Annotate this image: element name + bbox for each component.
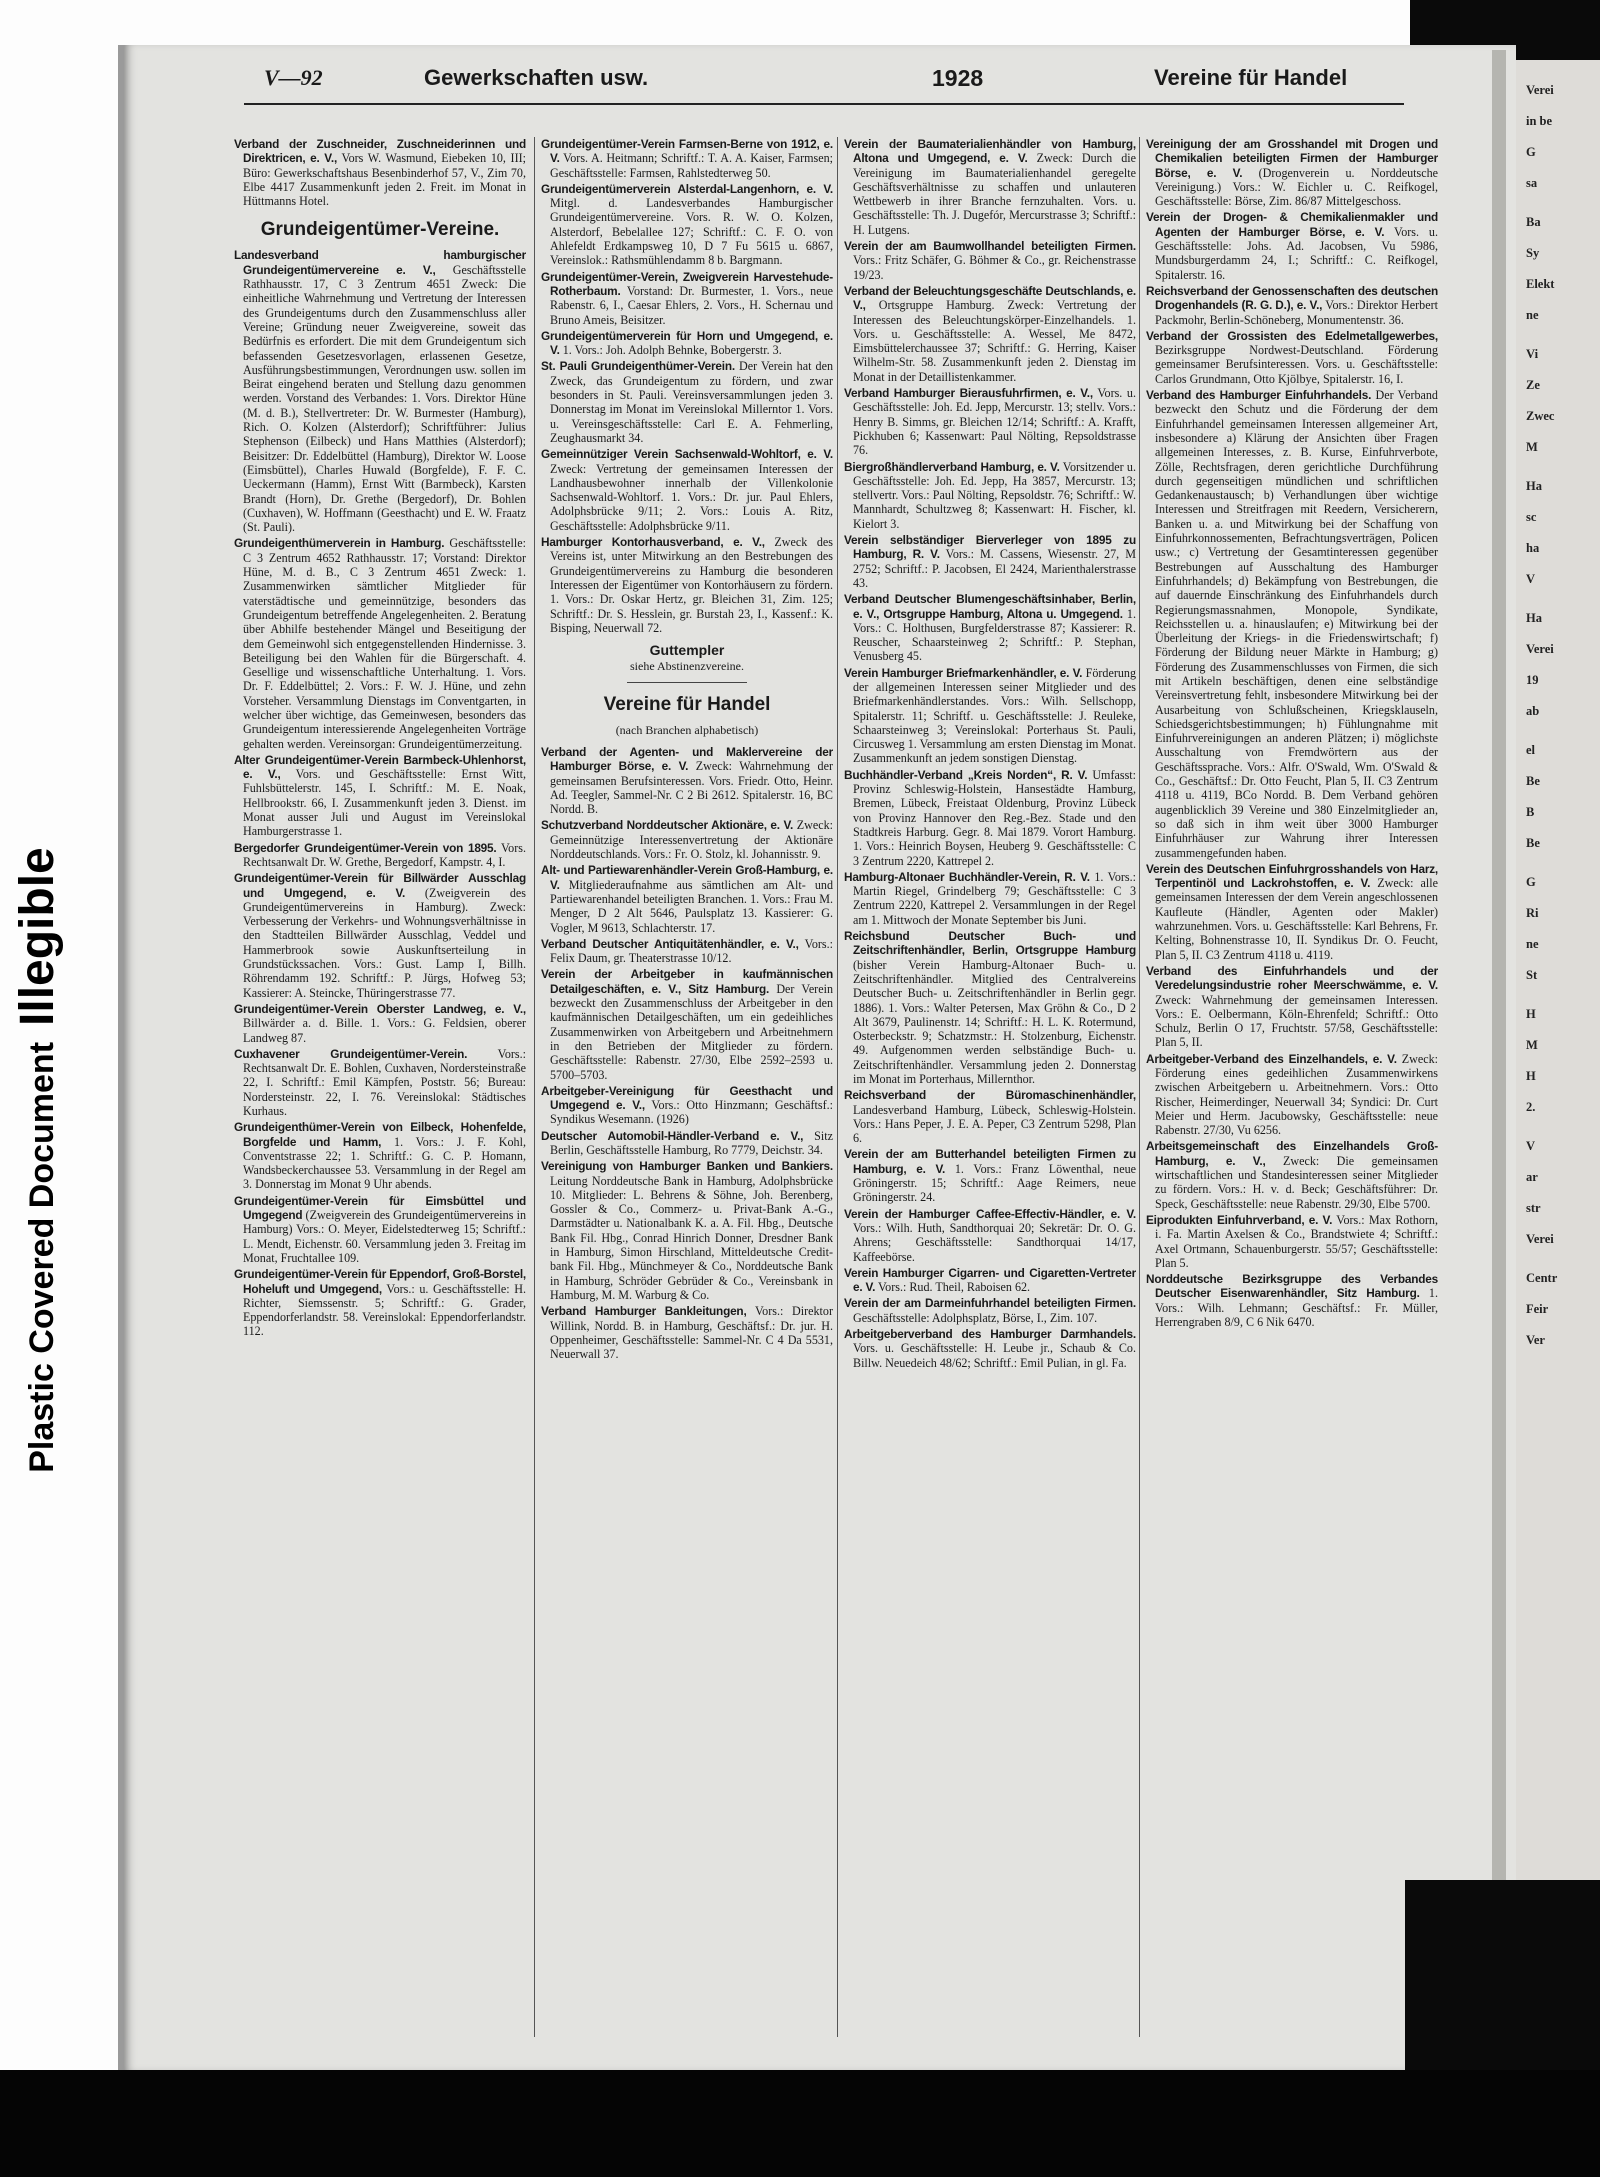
directory-entry: Grundeigenthümerverein in Hamburg. Geschäftsstelle: C 3 Zentrum 4652 Rathhausstr. 17; Vorstand: Direktor Hüne, M. d. B., C 3 Zentrum 4651 Zweck: 1. Zusammenwirken sämtlicher Mitglieder für vaterstädtische und gemeinnützige, besonders das Grundeigentum betreffende Angelegenheiten. 2. Beratung über Abhilfe bestehender Mängel und Beseitigung der dem Gemeinwohl sich entgegenstellenden Hindernisse. 3. Beteiligung bei den Wahlen für die Bürgerschaft. 4. Gesellige und wissenschaftliche Unterhaltung. 1. Vors. Dr. F. Eddelbüttel; 2. Vors.: F. W. J. Hüne, und zehn Vorsteher. Versammlung Dienstags im Conventgarten, in welcher über wichtige, das Gemeinwesen, besonders das Grundeigentum interessierende Angelegenheiten Vorträge gehalten werden. Vereinsorgan: Grundeigentümerzeitung. (234, 536, 526, 751)
directory-entry: Norddeutsche Bezirksgruppe des Verbandes Deutscher Eisenwarenhändler, Sitz Hamburg. 1. Vors.: Wilh. Lehmann; Geschäftsf.: Fr. Müller, Herrengraben 8/9, C 6 Nik 6470. (1146, 1272, 1438, 1330)
directory-entry: Grundeigentümerverein für Horn und Umgegend, e. V. 1. Vors.: Joh. Adolph Behnke, Bobergerstr. 3. (541, 328, 833, 358)
guttempler-note: siehe Abstinenzvereine. (630, 659, 744, 674)
adjacent-page-line: Be (1526, 836, 1540, 850)
directory-entry: Deutscher Automobil-Händler-Verband e. V., Sitz Berlin, Geschäftsstelle Hamburg, Ro 7779, Deichstr. 34. (541, 1128, 833, 1157)
directory-entry: Verband Deutscher Blumengeschäftsinhaber, Berlin, e. V., Ortsgruppe Hamburg, Altona u. Umgegend. 1. Vors.: C. Holthusen, Burgfelderstrasse 87; Kassierer: R. Reuscher, Schaarsteinweg 2; Schriftf.: P. Stephan, Venusberg 45. (844, 592, 1136, 664)
directory-entry: Grundeigentümer-Verein Oberster Landweg, e. V., Billwärder a. d. Bille. 1. Vors.: G. Feldsien, oberer Landweg 87. (234, 1001, 526, 1045)
margin-label-small: Plastic Covered Document (23, 1041, 61, 1473)
column-4 (1146, 137, 1438, 2042)
adjacent-page-fragment (1516, 60, 1600, 1880)
directory-entry: Verein der am Baumwollhandel beteiligten Firmen. Vors.: Fritz Schäfer, G. Böhmer & Co., gr. Reichenstrasse 19/23. (844, 239, 1136, 282)
adjacent-page-line: Ha (1526, 611, 1542, 625)
section-note: (nach Branchen alphabetisch) (615, 722, 759, 737)
adjacent-page-line: G (1526, 875, 1536, 889)
guttempler-heading: Guttempler (649, 642, 725, 659)
directory-entry: Arbeitsgemeinschaft des Einzelhandels Groß-Hamburg, e. V., Zweck: Die gemeinsamen wirtschaftlichen und Standesinteressen seiner Mitglieder zu fördern. Vors.: H. v. d. Beck; Geschäftsführer: Dr. Speck, Geschäftsstelle: neue Rabenstr. 29/30, Elbe 5700. (1146, 1139, 1438, 1211)
directory-entry: Verband Hamburger Bierausfuhrfirmen, e. V., Vors. u. Geschäftsstelle: Joh. Ed. Jepp, Mercurstr. 13; stellv. Vors.: Henry B. Simms, gr. Bleichen 12/14; Schriftf.: A. Krafft, Pickhuben 6; Kassenwart: Paul Nölting, Repsoldstrasse 76. (844, 386, 1136, 458)
adjacent-page-line: Ze (1526, 378, 1540, 392)
adjacent-page-line: in be (1526, 114, 1553, 128)
adjacent-page-line: Zwec (1526, 409, 1555, 423)
directory-entry: Grundeigentümer-Verein Farmsen-Berne von 1912, e. V. Vors. A. Heitmann; Schriftf.: T. A. A. Kaiser, Farmsen; Geschäftsstelle: Farmsen, Rahlstedterweg 50. (541, 137, 833, 180)
adjacent-page-line: ab (1526, 704, 1540, 718)
section-heading: Vereine für Handel (603, 693, 771, 715)
adjacent-page-line: G (1526, 145, 1536, 159)
column-2 (541, 137, 833, 2042)
adjacent-page-line: Feir (1526, 1302, 1549, 1316)
directory-entry: Arbeitgeberverband des Hamburger Darmhandels. Vors. u. Geschäftsstelle: H. Leube jr., Schaub & Co. Billw. Neuedeich 48/62; Schriftf.: Emil Pulian, in gl. Fa. (844, 1327, 1136, 1370)
directory-entry: Verband des Hamburger Einfuhrhandels. Der Verband bezweckt den Schutz und die Förderung der dem Einfuhrhandel gemeinsamen Interessen allgemeiner Art, insbesondere a) Klärung der Ansichten über Fragen allgemeinen Interesses, z. B. Kurse, Einfuhrverbote, Zölle, Rechtsfragen, deren gerichtliche Durchführung durch gegenseitigen mündlichen und schriftlichen Gedankenaustausch; b) Verhandlungen über wichtige Interessen und Streitfragen mit Reedern, Versicherern, Banken u. a. und Mitwirkung bei der Schaffung von Einfuhrkonnossementen, Befrachtungsverträgen, Policen usw.; c) Vertretung der Gesamtinteressen gegenüber Bestrebungen auf Ausschaltung des Hamburger Einfuhrhandels; d) Bekämpfung von Bestrebungen, die auf dauernde Einschränkung des Einfuhrhandels durch Regierungsmassnahmen, Monopole, Syndikate, Reichsstellen u. a. hinauslaufen; e) Mitwirkung bei der Überleitung der Kriegs- in die Friedenswirtschaft; f) Förderung der Bildung neuer Märkte in Hamburg; g) Förderung des Zusammenschlusses von Firmen, die sich mit Artikeln beschäftigen, denen eine selbständige Vereinsvertretung fehlt, insbesondere Mitwirkung bei der Ausarbeitung von Schlußscheinen, Kriegsklauseln, Schiedsgerichtsbestimmungen; h) Fühlungnahme mit Einfuhrvereinigungen an anderen Plätzen; i) möglichste Ausschaltung von Fremdwörtern aus der Geschäftssprache. Vors.: Alfr. O'Swald, Wm. O'Swald & Co., Geschäftsf.: Dr. Otto Feucht, Plan 5, II. C3 Zentrum 4118 u. 4119, BCo Nordd. B. Dem Verband gehören augenblicklich 39 Vereine und 380 Einzelmitglieder an, so daß sich in ihm weit über 3000 Hamburger Einfuhrhäuser zur Wahrung ihrer Interessen zusammengefunden haben. (1146, 388, 1438, 860)
directory-entry: Grundeigenthümer-Verein von Eilbeck, Hohenfelde, Borgfelde und Hamm, 1. Vors.: J. F. Kohl, Conventstrasse 22; 1. Schriftf.: G. C. P. Homann, Wandsbeckerchaussee 53. Versammlung in der Regel am 3. Donnerstag im Monat 9 Uhr abends. (234, 1120, 526, 1192)
directory-entry: Verband der Grossisten des Edelmetallgewerbes, Bezirksgruppe Nordwest-Deutschland. Förderung gemeinsamer Berufsinteressen. Vors. u. Geschäftsstelle: Carlos Grundmann, Otto Kjölbye, Spitalerstr. 16, I. (1146, 328, 1438, 386)
directory-entry: Verband der Zuschneider, Zuschneiderinnen und Direktricen, e. V., Vors W. Wasmund, Eiebeken 10, III; Büro: Gewerkschaftshaus Besenbinderhof 57, V., Zim 70, Elbe 4417 Zusammenkunft jeden 2. Freit. im Monat in Hüttmanns Hotel. (234, 137, 526, 209)
margin-label (10, 820, 70, 1500)
adjacent-page-line: M (1526, 440, 1538, 454)
directory-entry: Verein des Deutschen Einfuhrgrosshandels von Harz, Terpentinöl und Lackrohstoffen, e. V. Zweck: alle gemeinsamen Interessen der dem Verein angeschlossenen Kaufleute (Händler, Agenten oder Makler) wahrzunehmen. Vors. u. Geschäftsstelle: Karl Behrens, Fr. Kelting, Bohnenstrasse 10, II. Syndikus Dr. O. Feucht, Plan 5, II. C3 Zentrum 4118 u. 4119. (1146, 861, 1438, 962)
directory-entry: Grundeigentümerverein Alsterdal-Langenhorn, e. V. Mitgl. d. Landesverbandes Hamburgischer Grundeigentümervereine. Vors. R. W. O. Kolzen, Alsterdorf, Bebelallee 127; Schriftf.: C. F. O. von Ahlefeldt Erdkampsweg 10, D 7 Fu 5615 u. 6867, Vereinslok.: Rathsmühlendamm 8 b. Bargmann. (541, 181, 833, 268)
adjacent-page-line: ha (1526, 541, 1540, 555)
adjacent-page-line: Elekt (1526, 277, 1555, 291)
adjacent-page-line: H (1526, 1069, 1536, 1083)
page-edge (1492, 50, 1506, 2070)
header-left-title: Gewerkschaften usw. (424, 65, 649, 90)
adjacent-page-line: sc (1526, 510, 1537, 524)
adjacent-page-line: Verei (1526, 83, 1554, 97)
directory-entry: Biergroßhändlerverband Hamburg, e. V. Vorsitzender u. Geschäftsstelle: Joh. Ed. Jepp, Ha 3857, Mercurstr. 13; stellvertr. Vors.: Paul Nölting, Repsoldstr. 76; Schriftf.: W. Mannhardt, Schultzweg 8; Kassenwart: H. Fischer, kl. Kielort 3. (844, 459, 1136, 531)
adjacent-page-line: V (1526, 572, 1536, 586)
directory-entry: Verein der am Darmeinfuhrhandel beteiligten Firmen. Geschäftsstelle: Adolphsplatz, Börse, I., Zim. 107. (844, 1296, 1136, 1325)
directory-entry: Verein selbständiger Bierverleger von 1895 zu Hamburg, R. V. Vors.: M. Cassens, Wiesenstr. 27, M 2752; Schriftf.: P. Jacobsen, El 2424, Marienthalerstrasse 43. (844, 533, 1136, 590)
column-rule (837, 137, 838, 2037)
directory-entry: Verein der Hamburger Caffee-Effectiv-Händler, e. V. Vors.: Wilh. Huth, Sandthorquai 20; Sekretär: Dr. O. G. Ahrens; Geschäftsstelle: Sandthorquai 14/17, Kaffeebörse. (844, 1206, 1136, 1264)
page-number: V—92 (264, 65, 323, 90)
adjacent-page-line: ne (1526, 937, 1539, 951)
adjacent-page-line: V (1526, 1139, 1536, 1153)
directory-entry: Verband Deutscher Antiquitätenhändler, e. V., Vors.: Felix Daum, gr. Theaterstrasse 10/12. (541, 936, 833, 966)
adjacent-page-line: 2. (1526, 1100, 1536, 1114)
directory-entry: Reichsverband der Genossenschaften des deutschen Drogenhandels (R. G. D.), e. V., Vors.: Direktor Herbert Packmohr, Berlin-Schöneberg, Monumentenstr. 36. (1146, 283, 1438, 327)
adjacent-page-line: Verei (1526, 642, 1554, 656)
directory-entry: Schutzverband Norddeutscher Aktionäre, e. V. Zweck: Gemeinnützige Interessenvertretung der Aktionäre Norddeutschlands. Vors.: Fr. O. Stolz, kl. Johannisstr. 9. (541, 818, 833, 862)
section-heading: Grundeigentümer-Vereine. (260, 219, 500, 241)
column-rule (534, 137, 535, 2037)
directory-entry: Grundeigentümer-Verein für Eppendorf, Groß-Borstel, Hoheluft und Umgegend, Vors.: u. Geschäftsstelle: H. Richter, Siemssenstr. 5; Schriftf.: G. Grader, Eppendorferlandstr. 58. Vereinslokal: Eppendorferlandstr. 112. (234, 1267, 526, 1339)
directory-entry: Hamburger Kontorhausverband, e. V., Zweck des Vereins ist, unter Mitwirkung an den Bestrebungen des Grundeigentümervereins zu Hamburg die besonderen Interessen der Eigentümer von Kontorhäusern zu fördern. 1. Vors.: Dr. Oskar Hertz, gr. Bleichen 31, Zim. 125; Schriftf.: Dr. S. Hesslein, gr. Burstah 23, I., Kassenf.: K. Bisping, Neuerwall 72. (541, 535, 833, 635)
column-rule (1139, 137, 1140, 2037)
newspaper-page (118, 45, 1516, 2070)
directory-entry: Grundeigentümer-Verein für Eimsbüttel und Umgegend (Zweigverein des Grundeigentümervereins in Hamburg) Vors.: O. Meyer, Eidelstedterweg 15; Schriftf.: L. Mendt, Eichenstr. 60. Versammlung jeden 3. Freitag im Monat, Fruchtallee 109. (234, 1193, 526, 1265)
scan-border-bottom-right (1405, 1880, 1600, 2080)
directory-entry: Verein der Arbeitgeber in kaufmännischen Detailgeschäften, e. V., Sitz Hamburg. Der Verein bezweckt den Zusammenschluss der Arbeitgeber in den kaufmännischen Detailgeschäften, um ein gedeihliches Zusammenwirken von Arbeitgebern und Arbeitnehmern in den Betrieben der Mitglieder zu fördern. Geschäftsstelle: Rabenstr. 27/30, Elbe 2592–2593 u. 5700–5703. (541, 967, 833, 1082)
page-header (244, 63, 1404, 105)
directory-entry: Cuxhavener Grundeigentümer-Verein. Vors.: Rechtsanwalt Dr. E. Bohlen, Cuxhaven, Nordersteinstraße 22, I. Schriftf.: Emil Kämpfen, Poststr. 56; Bureau: Nordersteinstr. 22, I. 76. Vereinslokal: Städtisches Kurhaus. (234, 1046, 526, 1118)
directory-entry: Arbeitgeber-Vereinigung für Geesthacht und Umgegend e. V., Vors.: Otto Hinzmann; Geschäftsf.: Syndikus Wesemann. (1926) (541, 1083, 833, 1127)
directory-entry: Reichsverband der Büromaschinenhändler, Landesverband Hamburg, Lübeck, Schleswig-Holstein. Vors.: Hans Peper, J. E. A. Peper, C3 Zentrum 5298, Plan 6. (844, 1088, 1136, 1146)
directory-entry: Verein Hamburger Briefmarkenhändler, e. V. Förderung der allgemeinen Interessen seiner Mitglieder und des Briefmarkenhändlerstandes. Vors.: Wilh. Sellschopp, Spitalerstr. 11; Schriftf. u. Geschäftsstelle: J. Reuleke, Schaarsteinweg 3; Vereinslokal: Porterhaus St. Pauli, Circusweg 1. Versammlung am ersten Dienstag im Monat. Zusammenkunft an jedem sonstigen Dienstag. (844, 665, 1136, 766)
directory-entry: Verein der am Butterhandel beteiligten Firmen zu Hamburg, e. V. 1. Vors.: Franz Löwenthal, neue Gröningerstr. 15; Schriftf.: Aage Reimers, neue Gröningerstr. 24. (844, 1147, 1136, 1205)
adjacent-page-line: M (1526, 1038, 1538, 1052)
directory-entry: Alt- und Partiewarenhändler-Verein Groß-Hamburg, e. V. Mitgliederaufnahme aus sämtlichen am Alt- und Partiewarenhandel beteiligten Branchen. 1. Vors.: Frau M. Menger, D 2 Alt 5646, Paulsplatz 13. Kassierer: G. Vogler, M 9613, Schlachterstr. 17. (541, 863, 833, 935)
adjacent-page-line: Ba (1526, 215, 1541, 229)
adjacent-page-line: B (1526, 805, 1535, 819)
adjacent-page-line: el (1526, 743, 1536, 757)
adjacent-page-line: 19 (1526, 673, 1539, 687)
directory-entry: Vereinigung von Hamburger Banken und Bankiers. Leitung Norddeutsche Bank in Hamburg, Adolphsbrücke 10. Mitglieder: L. Behrens & Söhne, Joh. Berenberg, Gossler & Co., Commerz- u. Privat-Bank A.-G., Darmstädter u. Nationalbank K. a. A. Fil. Hbg., Deutsche Bank Fil. Hbg., Conrad Hinrich Donner, Dresdner Bank in Hamburg, Simon Hirschland, Mitteldeutsche Credit-bank Fil. Hbg., Münchmeyer & Co., Norddeutsche Bank in Hamburg, Schröder Gebrüder & Co., Vereinsbank in Hamburg, M. M. Warburg & Co. (541, 1159, 833, 1302)
margin-label-big: Illegible (11, 847, 64, 1026)
directory-entry: Alter Grundeigentümer-Verein Barmbeck-Uhlenhorst, e. V., Vors. und Geschäftsstelle: Ernst Witt, Fuhlsbüttelerstr. 145, I. Schriftf.: M. E. Noak, Hellbrookstr. 66, I. Zusammenkunft jeden 3. Dienst. im Monat ausser Juli und August im Vereinslokal Hamburgerstrasse 1. (234, 752, 526, 839)
adjacent-page-line: str (1526, 1201, 1541, 1215)
directory-entry: Eiprodukten Einfuhrverband, e. V. Vors.: Max Rothorn, i. Fa. Martin Axelsen & Co., Brandstwiete 4; Schriftf.: Axel Ortmann, Schauenburgerstr. 55/57; Geschäftsstelle: Plan 5. (1146, 1212, 1438, 1270)
adjacent-page-line: Be (1526, 774, 1540, 788)
adjacent-page-line: Vi (1526, 347, 1539, 361)
directory-entry: Hamburg-Altonaer Buchhändler-Verein, R. V. 1. Vors.: Martin Riegel, Grindelberg 79; Geschäftsstelle: C 3 Zentrum 2220, Kattrepel 2. Versammlungen in der Regel am 1. Mittwoch der Monate September bis Juni. (844, 869, 1136, 927)
adjacent-page-line: sa (1526, 176, 1538, 190)
directory-entry: Grundeigentümer-Verein für Billwärder Ausschlag und Umgegend, e. V. (Zweigverein des Grundeigentümervereins in Hamburg). Zweck: Verbesserung der Verkehrs- und Wohnungsverhältnisse in den Stadtteilen Billwärder Ausschlag, Veddel und Hammerbrook sowie Auskunftserteilung in Grundstückssachen. Vors.: Gust. Lamp I, Billh. Röhrendamm 192. Schriftf.: P. Jürgs, Hofweg 53; Kassierer: A. Steincke, Thüringerstrasse 77. (234, 871, 526, 1000)
adjacent-page-line: Ver (1526, 1333, 1545, 1347)
adjacent-page-line: ar (1526, 1170, 1538, 1184)
directory-entry: Verein Hamburger Cigarren- und Cigaretten-Vertreter e. V. Vors.: Rud. Theil, Raboisen 62. (844, 1265, 1136, 1295)
adjacent-page-line: ne (1526, 308, 1539, 322)
directory-entry: Arbeitgeber-Verband des Einzelhandels, e. V. Zweck: Förderung eines gedeihlichen Zusammenwirkens zwischen Arbeitgebern u. Arbeitnehmern. Vors.: Otto Rischer, Heimerdinger, Neuerwall 34; Syndici: Dr. Curt Meier und Herm. Jacubowsky, Geschäftsstelle: neue Rabenstr. 27/30, Vu 6256. (1146, 1051, 1438, 1138)
directory-entry: Gemeinnütziger Verein Sachsenwald-Wohltorf, e. V. Zweck: Vertretung der gemeinsamen Interessen der Landhausbewohner innerhalb der Villenkolonie Sachsenwald-Wohltorf. 1. Vors.: Dr. jur. Paul Ehlers, Adolphsbrücke 9/11; 2. Vors.: Louis A. Ritz, Geschäftsstelle: Adolphsbrücke 9/11. (541, 447, 833, 533)
adjacent-page-line: Verei (1526, 1232, 1554, 1246)
adjacent-page-line: H (1526, 1007, 1536, 1021)
adjacent-page-line: Sy (1526, 246, 1540, 260)
directory-entry: Verband des Einfuhrhandels und der Veredelungsindustrie roher Meerschwämme, e. V. Zweck: Wahrnehmung der gemeinsamen Interessen. Vors.: E. Oelbermann, Köln-Ehrenfeld; Schriftf.: Otto Schulz, Berlin O 17, Fruchtstr. 57/58, Geschäftsstelle: Plan 5, II. (1146, 963, 1438, 1050)
header-year: 1928 (932, 65, 984, 91)
header-right-title: Vereine für Handel (1154, 65, 1348, 90)
adjacent-page-line: St (1526, 968, 1538, 982)
directory-entry: Vereinigung der am Grosshandel mit Drogen und Chemikalien beteiligten Firmen der Hamburger Börse, e. V. (Drogenverein u. Norddeutsche Vereinigung.) Vors.: W. Eichler u. C. Reifkogel, Geschäftsstelle: Börse, Zim. 86/87 Mittelgeschoss. (1146, 137, 1438, 209)
directory-entry: Verband der Beleuchtungsgeschäfte Deutschlands, e. V., Ortsgruppe Hamburg. Zweck: Vertretung der Interessen des Beleuchtungskörper-Einzelhandels. 1. Vors. u. Geschäftsstelle: A. Wessel, Me 8472, Eimsbüttelerchaussee 37; Schriftf.: G. Herring, Kaiser Wilhelm-Str. 58. Zusammenkunft jeden 2. Dienstag im Monat in der Detaillistenkammer. (844, 283, 1136, 384)
directory-entry: Reichsbund Deutscher Buch- und Zeitschriftenhändler, Berlin, Ortsgruppe Hamburg (bisher Verein Hamburg-Altonaer Buch- u. Zeitschriftenhändler. Mitglied des Centralvereins Deutscher Buch- u. Zeitschriftenhändler in Berlin gegr. 1886). 1. Vors.: Walter Petersen, Max Gröhn & Co., D 2 Alt 3679, Paulinenstr. 14; Schriftf.: H. L. K. Rotermund, Osterbeckstr. 9; Schatzmstr.: H. Stolzenburg, Eichenstr. 49. Aufgenommen werden selbständige Buch- u. Zeitschriftenhändler. Versammlung jeden 2. Donnerstag im Monat im Porterhaus, Millernthor. (844, 929, 1136, 1086)
column-3 (844, 137, 1136, 2042)
divider (627, 682, 747, 683)
adjacent-page-line: Ri (1526, 906, 1539, 920)
directory-entry: Landesverband hamburgischer Grundeigentümervereine e. V., Geschäftsstelle Rathhausstr. 17, C 3 Zentrum 4651 Zweck: Die einheitliche Wahrnehmung und Vertretung der Interessen des Grundeigentums durch den Zusammenschluss aller Vereine; Gründung neuer Zweigvereine, soweit das Bedürfnis es erfordert. Die mit dem Grundeigentum sich befassenden Gesetzesvorlagen, erlassenen Gesetze, Ausführungsbestimmungen, Verordnungen usw. sollen im Beirat eingehend beraten und Stellung dazu genommen werden. Vorstand des Verbandes: 1. Vors. Direktor Hüne (M. d. B.), Stellvertreter: Dr. W. Burmester (Hamburg), Rich. O. Kolzen (Alsterdorf); Schriftführer: Julius Stephenson (Eilbeck) und Hans Matthies (Alsterdorf); Beisitzer: Dr. Eddelbüttel (Hamburg), Direktor W. Loose (Eimsbüttel), Charles Huwald (Borgfelde), F. F. C. Ueckermann (Hamm), Ernst Witt (Barmbeck), Karsten Brandt (Horn), Dr. Grethe (Bergedorf), Dr. Bohlen (Cuxhaven), W. Hoffmann (Geesthacht) und E. W. Fraatz (St. Pauli). (234, 248, 526, 535)
directory-entry: Verein der Drogen- & Chemikalienmakler und Agenten der Hamburger Börse, e. V. Vors. u. Geschäftsstelle: Johs. Ad. Jacobsen, Vu 5986, Mundsburgerdamm 24, I.; Schriftf.: C. Reifkogel, Spitalerstr. 16. (1146, 210, 1438, 282)
directory-entry: Verein der Baumaterialienhändler von Hamburg, Altona und Umgegend, e. V. Zweck: Durch die Vereinigung im Baumaterialienhandel geregelte Geschäftsverhältnisse zu schaffen und unlauteren Wettbewerb in ihrer Branche fernzuhalten. Vors. u. Geschäftsstelle: Th. J. Dugefór, Mercurstrasse 3; Schriftf.: H. Lutgens. (844, 137, 1136, 237)
directory-entry: Verband der Agenten- und Maklervereine der Hamburger Börse, e. V. Zweck: Wahrnehmung der gemeinsamen Berufsinteressen. Vors. Friedr. Otto, Heinr. Ad. Teegler, Sammel-Nr. C 2 Bi 2612. Spitalerstr. 16, BC Nordd. B. (541, 744, 833, 817)
column-1 (234, 137, 526, 2042)
directory-entry: Verband Hamburger Bankleitungen, Vors.: Direktor Willink, Nordd. B. in Hamburg, Geschäftsf.: Dr. jur. H. Oppenheimer, Geschäftsstelle: Sammel-Nr. C 4 Da 5531, Neuerwall 37. (541, 1304, 833, 1362)
directory-entry: Bergedorfer Grundeigentümer-Verein von 1895. Vors. Rechtsanwalt Dr. W. Grethe, Bergedorf, Kampstr. 4, I. (234, 840, 526, 869)
directory-entry: St. Pauli Grundeigenthümer-Verein. Der Verein hat den Zweck, das Grundeigentum zu fördern, und zwar besonders in St. Pauli. Vereinsversammlungen jeden 3. Donnerstag im Monat im Vereinslokal Millerntor 1. Vors. u. Vereinsgeschäftsstelle: Carl E. A. Fehmerling, Zeughausmarkt 34. (541, 359, 833, 445)
scan-border-bottom (0, 2070, 1600, 2177)
adjacent-page-line: Ha (1526, 479, 1542, 493)
directory-entry: Buchhändler-Verband „Kreis Norden“, R. V. Umfasst: Provinz Schleswig-Holstein, Hansestädte Hamburg, Bremen, Lübeck, Freistaat Oldenburg, Provinz Lübeck von Provinz Hannover den Reg.-Bez. Stade und den Stadtkreis Harburg. Gegr. 8. Mai 1879. Vorort Hamburg. 1. Vors.: Heinrich Boysen, Heuberg 9. Geschäftsstelle: C 3 Zentrum 2220, Kattrepel 2. (844, 767, 1136, 868)
directory-entry: Grundeigentümer-Verein, Zweigverein Harvestehude-Rotherbaum. Vorstand: Dr. Burmester, 1. Vors., neue Rabenstr. 6, I., Caesar Ehlers, 2. Vors., H. Schernau und Bruno Ameis, Beisitzer. (541, 269, 833, 327)
adjacent-page-line: Centr (1526, 1271, 1558, 1285)
